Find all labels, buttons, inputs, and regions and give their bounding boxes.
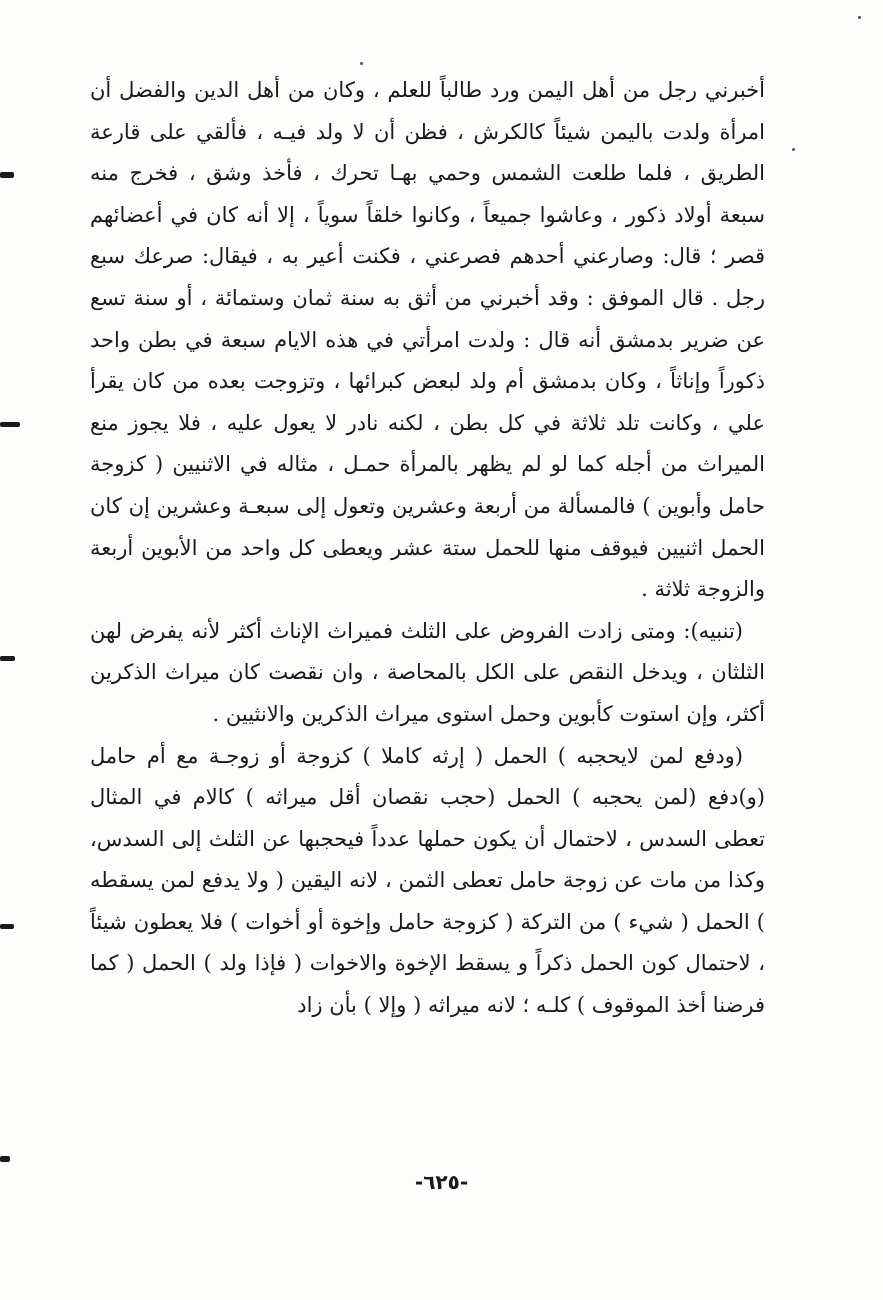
margin-mark [0, 172, 14, 178]
scan-dot [360, 62, 363, 65]
paragraph-tanbih: (تنبيه): ومتى زادت الفروض على الثلث فميراث الإناث أكثر لأنه يفرض لهن الثلثان ، ويدخل النقص على الكل بالمحاصة ، وان نقصت كان ميراث الذكرين أكثر، وإن استوت كأبوين وحمل استوى ميراث الذكرين والانثيين . [90, 618, 765, 726]
paragraph-1: أخبرني رجل من أهل اليمن ورد طالباً للعلم ، وكان من أهل الدين والفضل أن امرأة ولدت باليمن شيئاً كالكرش ، فظن أن لا ولد فيـه ، فألقي على قارعة الطريق ، فلما طلعت الشمس وحمي بهـا تحرك ، فأخذ وشق ، فخرج منه سبعة أولاد ذكور ، وعاشوا جميعاً ، وكانوا خلقاً سوياً ، إلا أنه كان في أعضائهم قصر ؛ قال: وصارعني أحدهم فصرعني ، فكنت أعير به ، فيقال: صرعك سبع رجل . قال الموفق : وقد أخبرني من أثق به سنة ثمان وستمائة ، أو سنة تسع عن ضرير بدمشق أنه قال : ولدت امرأتي في هذه الايام سبعة في بطن واحد ذكوراً وإناثاً ، وكان بدمشق أم ولد لبعض كبرائها ، وتزوجت بعده من كان يقرأ علي ، وكانت تلد ثلاثة في كل بطن ، لكنه نادر لا يعول عليه ، فلا يجوز منع الميراث من أجله كما لو لم يظهر بالمرأة حمـل ، مثاله في الاثنيين ( كزوجة حامل وأبوين ) فالمسألة من أربعة وعشرين وتعول إلى سبعـة وعشرين إن كان الحمل اثنيين فيوقف منها للحمل ستة عشر ويعطى كل واحد من الأبوين أربعة والزوجة ثلاثة . [90, 78, 765, 602]
paragraph-3: (ودفع لمن لايحجبه ) الحمل ( إرثه كاملا ) كزوجة أو زوجـة مع أم حامل (و)دفع (لمن يحجبه ) الحمل (حجب نقصان أقل ميراثه ) كالام في المثال تعطى السدس ، لاحتمال أن يكون حملها عدداً فيحجبها عن الثلث إلى السدس، وكذا من مات عن زوجة حامل تعطى الثمن ، لانه اليقين ( ولا يدفع لمن يسقطه ) الحمل ( شيء ) من التركة ( كزوجة حامل وإخوة أو أخوات ) فلا يعطون شيئاً ، لاحتمال كون الحمل ذكراً و يسقط الإخوة والاخوات ( فإذا ولد ) الحمل ( كما فرضنا أخذ الموقوف ) كلـه ؛ لانه ميراثه ( وإلا ) بأن زاد [90, 743, 765, 1018]
margin-mark [0, 924, 14, 929]
body-text [90, 70, 765, 1027]
scan-dot [792, 148, 795, 151]
margin-mark [0, 422, 20, 427]
scan-dot [858, 16, 861, 19]
margin-mark [0, 1156, 10, 1162]
margin-mark [0, 656, 15, 661]
page-number: -٦٢٥- [414, 1170, 469, 1194]
